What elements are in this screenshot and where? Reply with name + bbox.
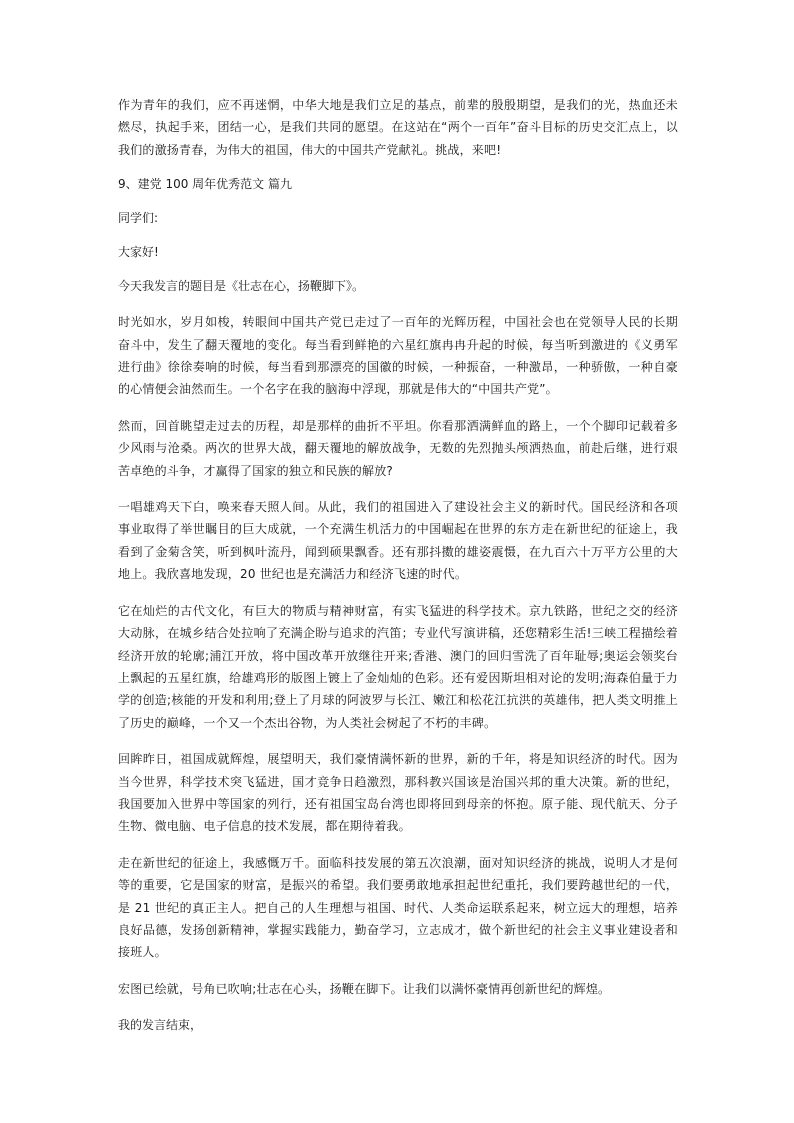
greeting: 大家好! <box>118 245 159 260</box>
body-paragraph-5: 回眸昨日，祖国成就辉煌，展望明天，我们豪情满怀新的世界，新的千年，将是知识经济的时代。因为当今世界，科学技术突飞猛进，国才竞争日趋激烈，那科教兴国该是治国兴邦的重大决策。新的世纪，我国要加入世界中等国家的列行，还有祖国宝岛台湾也即将回到母亲的怀抱。原子能、现代航天、分子生物、微电脑、电子信息的技术发展，都在期待着我。 <box>118 752 678 834</box>
salutation: 同学们: <box>118 211 159 226</box>
intro-paragraph: 作为青年的我们，应不再迷惘，中华大地是我们立足的基点，前辈的殷殷期望，是我们的光，热血还未燃尽，执起手来，团结一心，是我们共同的愿望。在这站在“两个一百年”奋斗目标的历史交汇点上，以我们的激扬青春，为伟大的祖国，伟大的中国共产党献礼。挑战，来吧! <box>118 98 678 157</box>
document-page <box>118 94 678 1036</box>
body-paragraph-6: 走在新世纪的征途上，我感慨万千。面临科技发展的第五次浪潮，面对知识经济的挑战，说明人才是何等的重要，它是国家的财富，是振兴的希望。我们要勇敢地承担起世纪重托，我们要跨越世纪的一代，是 21 世纪的真正主人。把自己的人生理想与祖国、时代、人类命运联系起来，树立远大的理想，培养良好品德，发扬创新精神，掌握实践能力，勤奋学习，立志成才，做个新世纪的社会主义事业建设者和接班人。 <box>118 855 678 960</box>
body-paragraph-4: 它在灿烂的古代文化，有巨大的物质与精神财富，有实飞猛进的科学技术。京九铁路，世纪之交的经济大动脉，在城乡结合处拉响了充满企盼与追求的汽笛；专业代写演讲稿，还您精彩生活!三峡工程描绘着经济开放的轮廓;浦江开放，将中国改革开放继往开来;香港、澳门的回归雪洗了百年耻辱;奥运会领奖台上飘起的五星红旗，给雄鸡形的版图上镀上了金灿灿的色彩。还有爱因斯坦相对论的发明;海森伯量于力学的创造;核能的开发和利用;登上了月球的阿波罗与长江、嫩江和松花江抗洪的英雄伟，把人类文明推上了历史的巅峰，一个又一个杰出谷物，为人类社会树起了不朽的丰碑。 <box>118 603 678 730</box>
body-paragraph-1: 时光如水，岁月如梭，转眼间中国共产党已走过了一百年的光辉历程，中国社会也在党领导人民的长期奋斗中，发生了翻天覆地的变化。每当看到鲜艳的六星红旗冉冉升起的时候，每当听到激进的《义勇军进行曲》徐徐奏响的时候，每当看到那漂亮的国徽的时候，一种振奋，一种激昂，一种骄傲，一种自豪的心情便会油然而生。一个名字在我的脑海中浮现，那就是伟大的“中国共产党”。 <box>118 315 678 397</box>
closing-line: 我的发言结束， <box>118 1018 203 1033</box>
speech-topic: 今天我发言的题目是《壮志在心，扬鞭脚下》。 <box>118 279 365 294</box>
body-paragraph-7: 宏图已绘就，号角已吹响;壮志在心头，扬鞭在脚下。让我们以满怀豪情再创新世纪的辉煌。 <box>118 981 611 996</box>
body-paragraph-2: 然而，回首眺望走过去的历程，却是那样的曲折不平坦。你看那洒满鲜血的路上，一个个脚印记载着多少风雨与沧桑。两次的世界大战，翻天覆地的解放战争，无数的先烈抛头颅洒热血，前赴后继，进行艰苦卓绝的斗争，才赢得了国家的独立和民族的解放? <box>118 418 678 478</box>
body-paragraph-3: 一唱雄鸡天下白，唤来春天照人间。从此，我们的祖国进入了建设社会主义的新时代。国民经济和各项事业取得了举世瞩目的巨大成就，一个充满生机活力的中国崛起在世界的东方走在新世纪的征途上，我看到了金菊含笑，听到枫叶流丹，闻到硕果飘香。还有那抖擞的雄姿震慑，在九百六十万平方公里的大地上。我欣喜地发现，20 世纪也是充满活力和经济飞速的时代。 <box>118 500 678 582</box>
section-title: 9、建党 100 周年优秀范文 篇九 <box>118 177 292 192</box>
